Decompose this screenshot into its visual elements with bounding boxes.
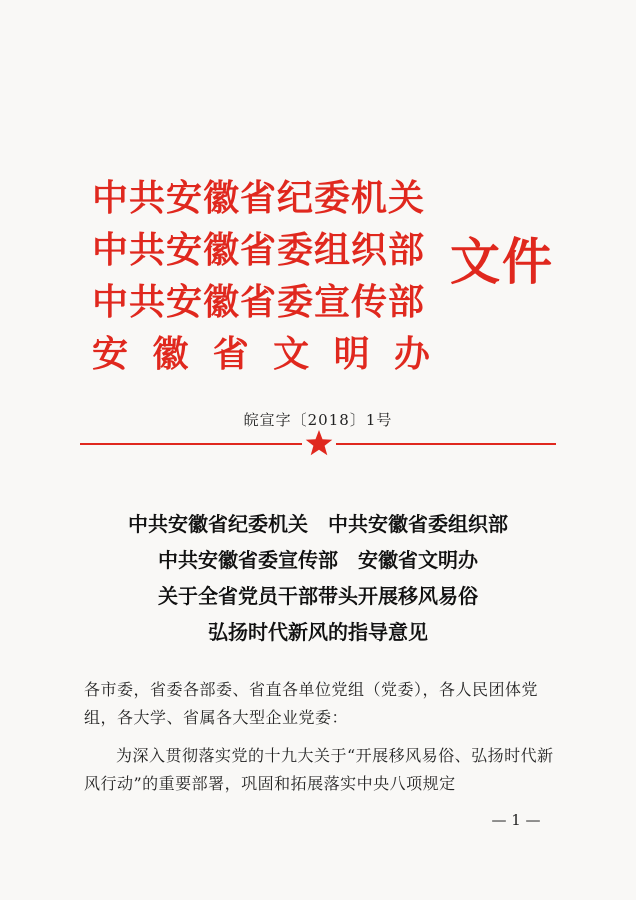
issuer-char: 徽 — [152, 333, 189, 375]
issuer-line: 中共安徽省纪委机关 — [92, 177, 426, 219]
red-divider-right — [336, 443, 556, 445]
title-line: 关于全省党员干部带头开展移风易俗 — [158, 584, 478, 608]
body-paragraph: 为深入贯彻落实党的十九大关于“开展移风易俗、弘扬时代新风行动”的重要部署，巩固和拓展落实中央八项规定 — [84, 746, 554, 793]
title-line: 中共安徽省委宣传部 安徽省文明办 — [158, 548, 478, 572]
document-title — [0, 506, 636, 650]
addressee: 各市委，省委各部委、省直各单位党组（党委），各人民团体党组，各大学、省属各大型企业党委： — [84, 680, 539, 727]
issuer-line-spread — [92, 328, 430, 380]
issuer-char: 省 — [212, 333, 249, 375]
red-divider-left — [80, 443, 302, 445]
title-line: 弘扬时代新风的指导意见 — [208, 620, 428, 644]
document-number: 皖宣字〔2018〕1号 — [243, 411, 393, 429]
issuer-char: 明 — [333, 333, 370, 375]
issuer-char: 安 — [92, 333, 129, 375]
page-number: — 1 — — [491, 811, 541, 829]
title-line: 中共安徽省纪委机关 中共安徽省委组织部 — [128, 512, 508, 536]
issuer-line: 中共安徽省委宣传部 — [92, 281, 426, 323]
red-star-icon — [304, 428, 334, 458]
issuer-char: 办 — [393, 333, 430, 375]
issuing-agencies — [92, 172, 442, 380]
document-label: 文件 — [450, 232, 554, 291]
issuer-char: 文 — [273, 333, 310, 375]
issuer-line: 中共安徽省委组织部 — [92, 229, 426, 271]
